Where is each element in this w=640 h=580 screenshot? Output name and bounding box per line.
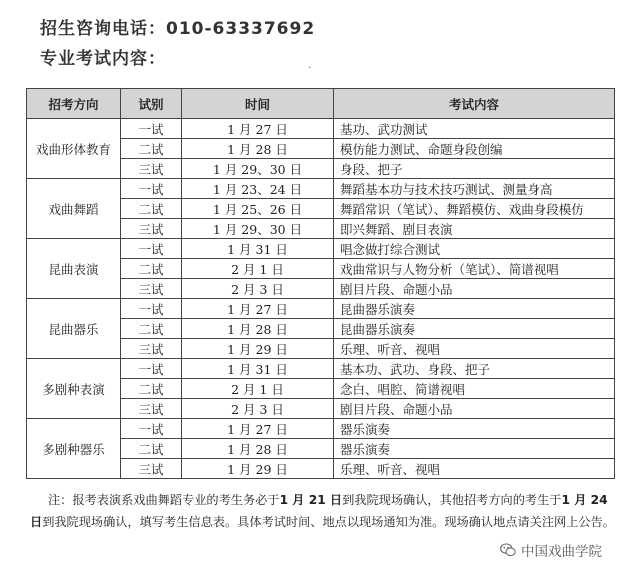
cell-date: 1 月 27 日 — [182, 419, 334, 439]
cell-direction: 昆曲表演 — [27, 239, 121, 299]
cell-date: 1 月 28 日 — [182, 319, 334, 339]
footnote — [30, 490, 618, 533]
cell-content: 舞蹈基本功与技术技巧测试、测量身高 — [334, 179, 615, 199]
cell-date: 1 月 31 日 — [182, 239, 334, 259]
cell-content: 舞蹈常识（笔试）、舞蹈模仿、戏曲身段模仿 — [334, 199, 615, 219]
cell-date: 1 月 29 日 — [182, 339, 334, 359]
cell-date: 2 月 1 日 — [182, 379, 334, 399]
watermark-text: 中国戏曲学院 — [521, 544, 602, 560]
cell-content: 模仿能力测试、命题身段创编 — [334, 139, 615, 159]
cell-direction: 多剧种表演 — [27, 359, 121, 419]
cell-content: 器乐演奏 — [334, 439, 615, 459]
cell-exam: 二试 — [121, 199, 182, 219]
cell-content: 乐理、听音、视唱 — [334, 459, 615, 479]
cell-exam: 二试 — [121, 259, 182, 279]
footnote-part-2: 到我院现场确认，其他招考方向的考生于 — [342, 493, 562, 507]
cell-date: 1 月 28 日 — [182, 139, 334, 159]
cell-date: 2 月 3 日 — [182, 399, 334, 419]
cell-date: 1 月 27 日 — [182, 119, 334, 139]
column-header-date: 时间 — [182, 89, 334, 119]
cell-direction: 昆曲器乐 — [27, 299, 121, 359]
table-row — [27, 239, 615, 259]
cell-exam: 三试 — [121, 219, 182, 239]
cell-date: 1 月 23、24 日 — [182, 179, 334, 199]
cell-exam: 二试 — [121, 439, 182, 459]
cell-date: 1 月 27 日 — [182, 299, 334, 319]
cell-exam: 一试 — [121, 299, 182, 319]
cell-exam: 二试 — [121, 319, 182, 339]
cell-date: 1 月 29、30 日 — [182, 219, 334, 239]
cell-date: 2 月 3 日 — [182, 279, 334, 299]
column-header-content: 考试内容 — [334, 89, 615, 119]
cell-direction: 戏曲形体教育 — [27, 119, 121, 179]
table-row — [27, 119, 615, 139]
cell-content: 唱念做打综合测试 — [334, 239, 615, 259]
stray-dot: · — [308, 63, 312, 74]
cell-content: 器乐演奏 — [334, 419, 615, 439]
cell-content: 戏曲常识与人物分析（笔试）、简谱视唱 — [334, 259, 615, 279]
cell-date: 1 月 28 日 — [182, 439, 334, 459]
cell-exam: 三试 — [121, 279, 182, 299]
exam-schedule-table — [26, 88, 615, 479]
footnote-part-1: 注：报考表演系戏曲舞蹈专业的考生务必于 — [48, 493, 280, 507]
section-heading: 专业考试内容： — [40, 49, 166, 69]
cell-content: 剧目片段、命题小品 — [334, 399, 615, 419]
cell-exam: 二试 — [121, 379, 182, 399]
cell-content: 剧目片段、命题小品 — [334, 279, 615, 299]
cell-content: 昆曲器乐演奏 — [334, 299, 615, 319]
footnote-part-3: 到我院现场确认，填写考生信息表。具体考试时间、地点以现场通知为准。现场确认地点请关注网上公告。 — [42, 514, 615, 529]
cell-date: 1 月 31 日 — [182, 359, 334, 379]
cell-exam: 三试 — [121, 459, 182, 479]
cell-content: 即兴舞蹈、剧目表演 — [334, 219, 615, 239]
footnote-date-1: 1 月 21 日 — [279, 493, 343, 507]
cell-date: 1 月 29 日 — [182, 459, 334, 479]
cell-direction: 多剧种器乐 — [27, 419, 121, 479]
wechat-icon — [500, 543, 516, 557]
cell-exam: 三试 — [121, 159, 182, 179]
watermark — [500, 540, 602, 560]
table-row — [27, 299, 615, 319]
cell-date: 2 月 1 日 — [182, 259, 334, 279]
column-header-direction: 招考方向 — [27, 89, 121, 119]
hotline-text: 招生咨询电话：010-63337692 — [40, 19, 316, 39]
cell-content: 基功、武功测试 — [334, 119, 615, 139]
cell-exam: 一试 — [121, 179, 182, 199]
cell-exam: 一试 — [121, 239, 182, 259]
column-header-exam: 试别 — [121, 89, 182, 119]
cell-date: 1 月 29、30 日 — [182, 159, 334, 179]
table-body — [27, 119, 615, 479]
cell-exam: 三试 — [121, 339, 182, 359]
cell-date: 1 月 25、26 日 — [182, 199, 334, 219]
cell-content: 念白、唱腔、简谱视唱 — [334, 379, 615, 399]
cell-content: 乐理、听音、视唱 — [334, 339, 615, 359]
table-header-row — [27, 89, 615, 119]
cell-exam: 三试 — [121, 399, 182, 419]
cell-content: 昆曲器乐演奏 — [334, 319, 615, 339]
cell-content: 身段、把子 — [334, 159, 615, 179]
cell-exam: 一试 — [121, 359, 182, 379]
cell-content: 基本功、武功、身段、把子 — [334, 359, 615, 379]
cell-exam: 一试 — [121, 119, 182, 139]
table-row — [27, 419, 615, 439]
table-row — [27, 359, 615, 379]
cell-exam: 二试 — [121, 139, 182, 159]
footnote-date-2: 1 月 24 日 — [30, 493, 608, 529]
table-row — [27, 179, 615, 199]
cell-direction: 戏曲舞蹈 — [27, 179, 121, 239]
cell-exam: 一试 — [121, 419, 182, 439]
